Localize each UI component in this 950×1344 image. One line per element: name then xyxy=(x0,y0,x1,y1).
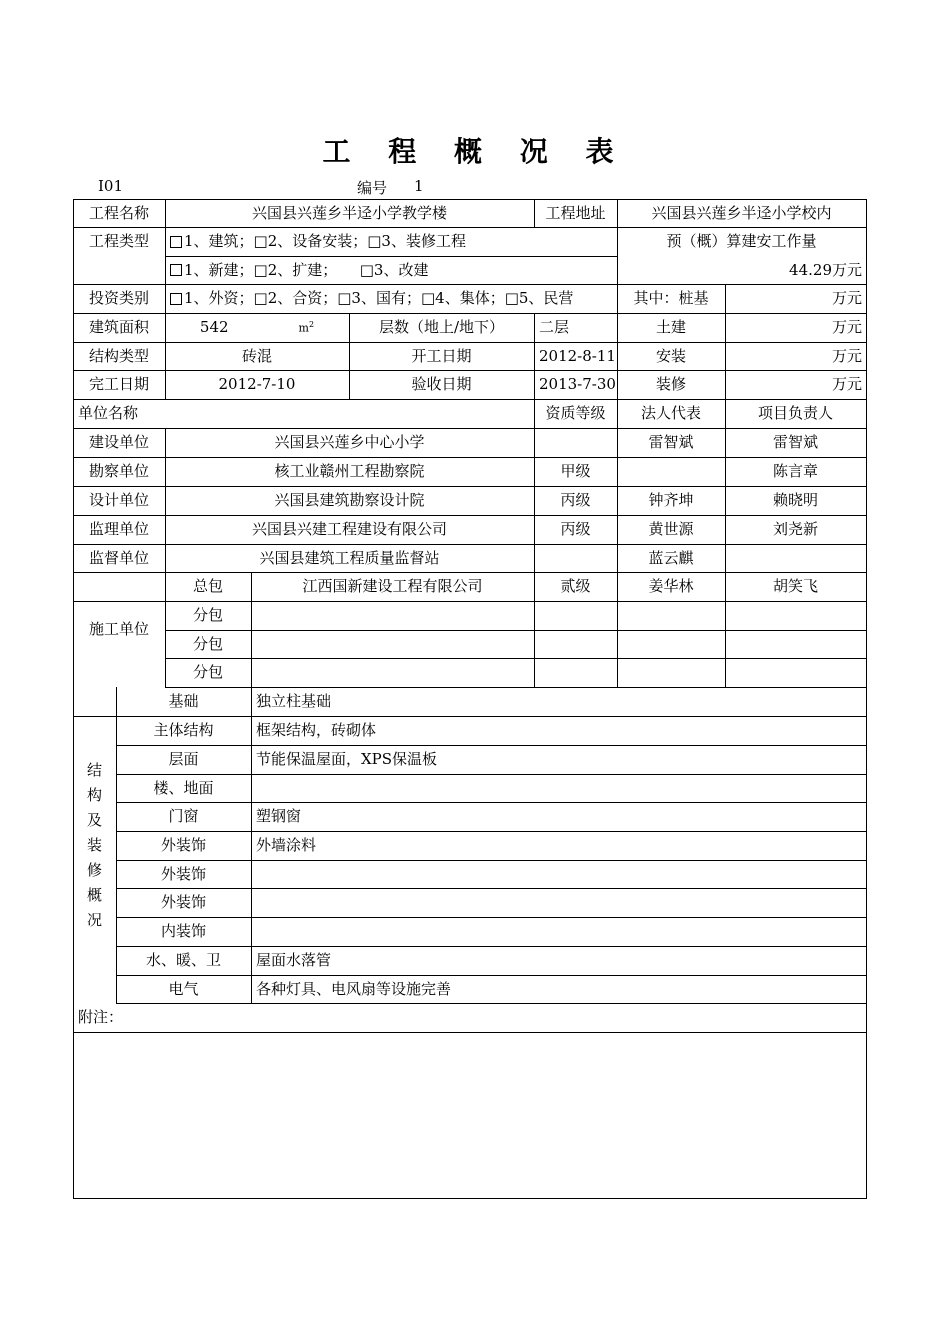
structure-desc: 塑钢窗 xyxy=(256,807,302,825)
unit-legal-rep xyxy=(617,457,725,486)
structure-desc: 节能保温屋面，XPS保温板 xyxy=(256,750,438,768)
structure-desc: 屋面水落管 xyxy=(256,951,332,969)
unit-role: 勘察单位 xyxy=(88,462,149,480)
install-unit: 万元 xyxy=(831,346,862,365)
contract-kind: 总包 xyxy=(192,577,223,595)
unit-project-manager: 刘尧新 xyxy=(772,520,818,538)
structure-desc xyxy=(251,774,866,802)
struct-type-label: 结构类型 xyxy=(88,346,149,365)
area-number: 542 xyxy=(199,318,229,336)
unit-grade: 甲级 xyxy=(560,462,591,480)
structure-label-char: 况 xyxy=(86,910,102,929)
notes-label: 附注： xyxy=(78,1008,124,1026)
checkbox-icon xyxy=(170,293,182,305)
floors-value: 二层 xyxy=(539,318,570,336)
page-title: 工 程 概 况 表 xyxy=(322,135,628,168)
structure-item: 层面 xyxy=(168,750,199,768)
structure-desc xyxy=(251,888,866,917)
units-header-legal: 法人代表 xyxy=(640,404,701,422)
accept-date-value: 2013-7-30 xyxy=(539,375,616,393)
unit-legal-rep: 蓝云麒 xyxy=(648,548,694,567)
contractor-name xyxy=(251,630,534,658)
units-header-name: 单位名称 xyxy=(78,404,139,422)
serial-label: 编号 xyxy=(357,179,388,197)
structure-item: 基础 xyxy=(168,692,199,710)
unit-grade: 丙级 xyxy=(560,491,591,509)
notes-area xyxy=(73,1032,866,1198)
contractor-name xyxy=(251,658,534,687)
area-value xyxy=(165,313,349,342)
contractor-name xyxy=(251,601,534,630)
unit-project-manager: 雷智斌 xyxy=(772,433,818,451)
unit-grade xyxy=(534,544,617,572)
contractor-grade: 贰级 xyxy=(560,577,591,595)
unit-project-manager: 赖晓明 xyxy=(772,491,818,509)
pile-label: 其中：桩基 xyxy=(633,289,709,307)
finish-date-label: 完工日期 xyxy=(88,375,149,393)
structure-label-char: 构 xyxy=(86,785,102,804)
accept-date-label: 验收日期 xyxy=(411,375,472,393)
area-unit-base: m xyxy=(298,321,309,335)
area-unit xyxy=(299,321,315,334)
structure-item: 外装饰 xyxy=(160,864,206,883)
units-header-grade: 资质等级 xyxy=(545,404,606,422)
checkbox-options-text: 1、外资；□2、合资；□3、国有；□4、集体；□5、民营 xyxy=(184,289,574,307)
contractor-legal-rep: 姜华林 xyxy=(648,577,694,595)
area-unit-exponent: 2 xyxy=(308,320,315,330)
project-name-value: 兴国县兴莲乡半迳小学教学楼 xyxy=(251,203,447,222)
contractor-project-manager xyxy=(725,601,866,630)
contractor-project-manager: 胡笑飞 xyxy=(772,577,818,595)
unit-role: 监理单位 xyxy=(88,520,149,538)
structure-desc: 各种灯具、电风扇等设施完善 xyxy=(256,979,452,998)
unit-role: 建设单位 xyxy=(88,433,149,451)
structure-desc: 独立柱基础 xyxy=(256,692,332,710)
finish-date-value: 2012-7-10 xyxy=(218,375,296,393)
structure-item: 电气 xyxy=(168,979,199,998)
project-address-label: 工程地址 xyxy=(545,203,606,222)
pile-unit: 万元 xyxy=(831,289,862,307)
contractor-name: 江西国新建设工程有限公司 xyxy=(302,577,483,595)
checkbox-options-text: 1、建筑；□2、设备安装；□3、装修工程 xyxy=(184,232,466,250)
decor-unit: 万元 xyxy=(831,375,862,393)
structure-item: 外装饰 xyxy=(160,893,206,911)
invest-type-options xyxy=(165,284,617,313)
unit-legal-rep: 雷智斌 xyxy=(648,433,694,451)
project-address-value: 兴国县兴莲乡半迳小学校内 xyxy=(651,203,832,222)
checkbox-options-text: 1、新建；□2、扩建； □3、改建 xyxy=(184,260,429,279)
budget-value: 44.29万元 xyxy=(789,260,862,279)
contractor-grade xyxy=(534,630,617,658)
structure-desc xyxy=(251,860,866,888)
unit-name: 核工业赣州工程勘察院 xyxy=(274,462,425,480)
checkbox-icon xyxy=(170,264,182,276)
budget-label: 预（概）算建安工作量 xyxy=(666,232,817,250)
unit-grade: 丙级 xyxy=(560,520,591,538)
contract-kind: 分包 xyxy=(192,663,223,681)
unit-role: 监督单位 xyxy=(88,548,149,567)
serial-value: 1 xyxy=(414,177,424,195)
contractor-legal-rep xyxy=(617,601,725,630)
unit-name: 兴国县建筑工程质量监督站 xyxy=(259,548,440,567)
checkbox-icon xyxy=(170,236,182,248)
civil-label: 土建 xyxy=(655,318,686,336)
project-type-options-2 xyxy=(165,256,617,284)
unit-role: 设计单位 xyxy=(88,491,149,509)
structure-item: 外装饰 xyxy=(160,836,206,854)
civil-unit: 万元 xyxy=(831,318,862,336)
structure-label-char: 及 xyxy=(86,810,102,829)
units-header-manager: 项目负责人 xyxy=(757,404,833,422)
structure-label-char: 结 xyxy=(86,760,102,779)
start-date-label: 开工日期 xyxy=(411,346,472,365)
unit-name: 兴国县兴建工程建设有限公司 xyxy=(251,520,447,538)
structure-label-char: 修 xyxy=(86,860,102,879)
unit-project-manager xyxy=(725,544,866,572)
unit-name: 兴国县建筑勘察设计院 xyxy=(274,491,425,509)
contractor-legal-rep xyxy=(617,658,725,687)
construction-unit-label: 施工单位 xyxy=(88,620,149,638)
floors-label: 层数（地上/地下） xyxy=(378,318,505,336)
contractor-project-manager xyxy=(725,630,866,658)
contract-kind: 分包 xyxy=(192,634,223,653)
start-date-value: 2012-8-11 xyxy=(539,346,616,365)
unit-legal-rep: 钟齐坤 xyxy=(648,491,694,509)
structure-label-char: 概 xyxy=(86,885,102,904)
unit-project-manager: 陈言章 xyxy=(772,462,818,480)
structure-item: 门窗 xyxy=(168,807,199,825)
contractor-project-manager xyxy=(725,658,866,687)
install-label: 安装 xyxy=(655,346,686,365)
structure-item: 楼、地面 xyxy=(153,778,214,797)
decor-label: 装修 xyxy=(655,375,686,393)
contractor-legal-rep xyxy=(617,630,725,658)
structure-desc xyxy=(251,917,866,946)
struct-type-value: 砖混 xyxy=(241,346,272,365)
structure-item: 水、暖、卫 xyxy=(145,951,221,969)
structure-label-char: 装 xyxy=(86,835,102,854)
unit-name: 兴国县兴莲乡中心小学 xyxy=(274,433,425,451)
project-name-label: 工程名称 xyxy=(88,203,149,222)
project-type-options-1 xyxy=(165,227,617,256)
contract-kind: 分包 xyxy=(192,606,223,624)
structure-item: 主体结构 xyxy=(153,721,214,739)
structure-desc: 框架结构，砖砌体 xyxy=(256,721,377,739)
structure-desc: 外墙涂料 xyxy=(256,836,317,854)
contractor-grade xyxy=(534,601,617,630)
unit-grade xyxy=(534,428,617,457)
doc-code: I01 xyxy=(98,177,124,195)
contractor-grade xyxy=(534,658,617,687)
invest-type-label: 投资类别 xyxy=(88,289,149,307)
project-type-label: 工程类型 xyxy=(88,232,149,250)
area-label: 建筑面积 xyxy=(88,318,149,336)
unit-legal-rep: 黄世源 xyxy=(648,520,694,538)
structure-section-label xyxy=(73,687,116,1003)
structure-item: 内装饰 xyxy=(160,922,206,940)
